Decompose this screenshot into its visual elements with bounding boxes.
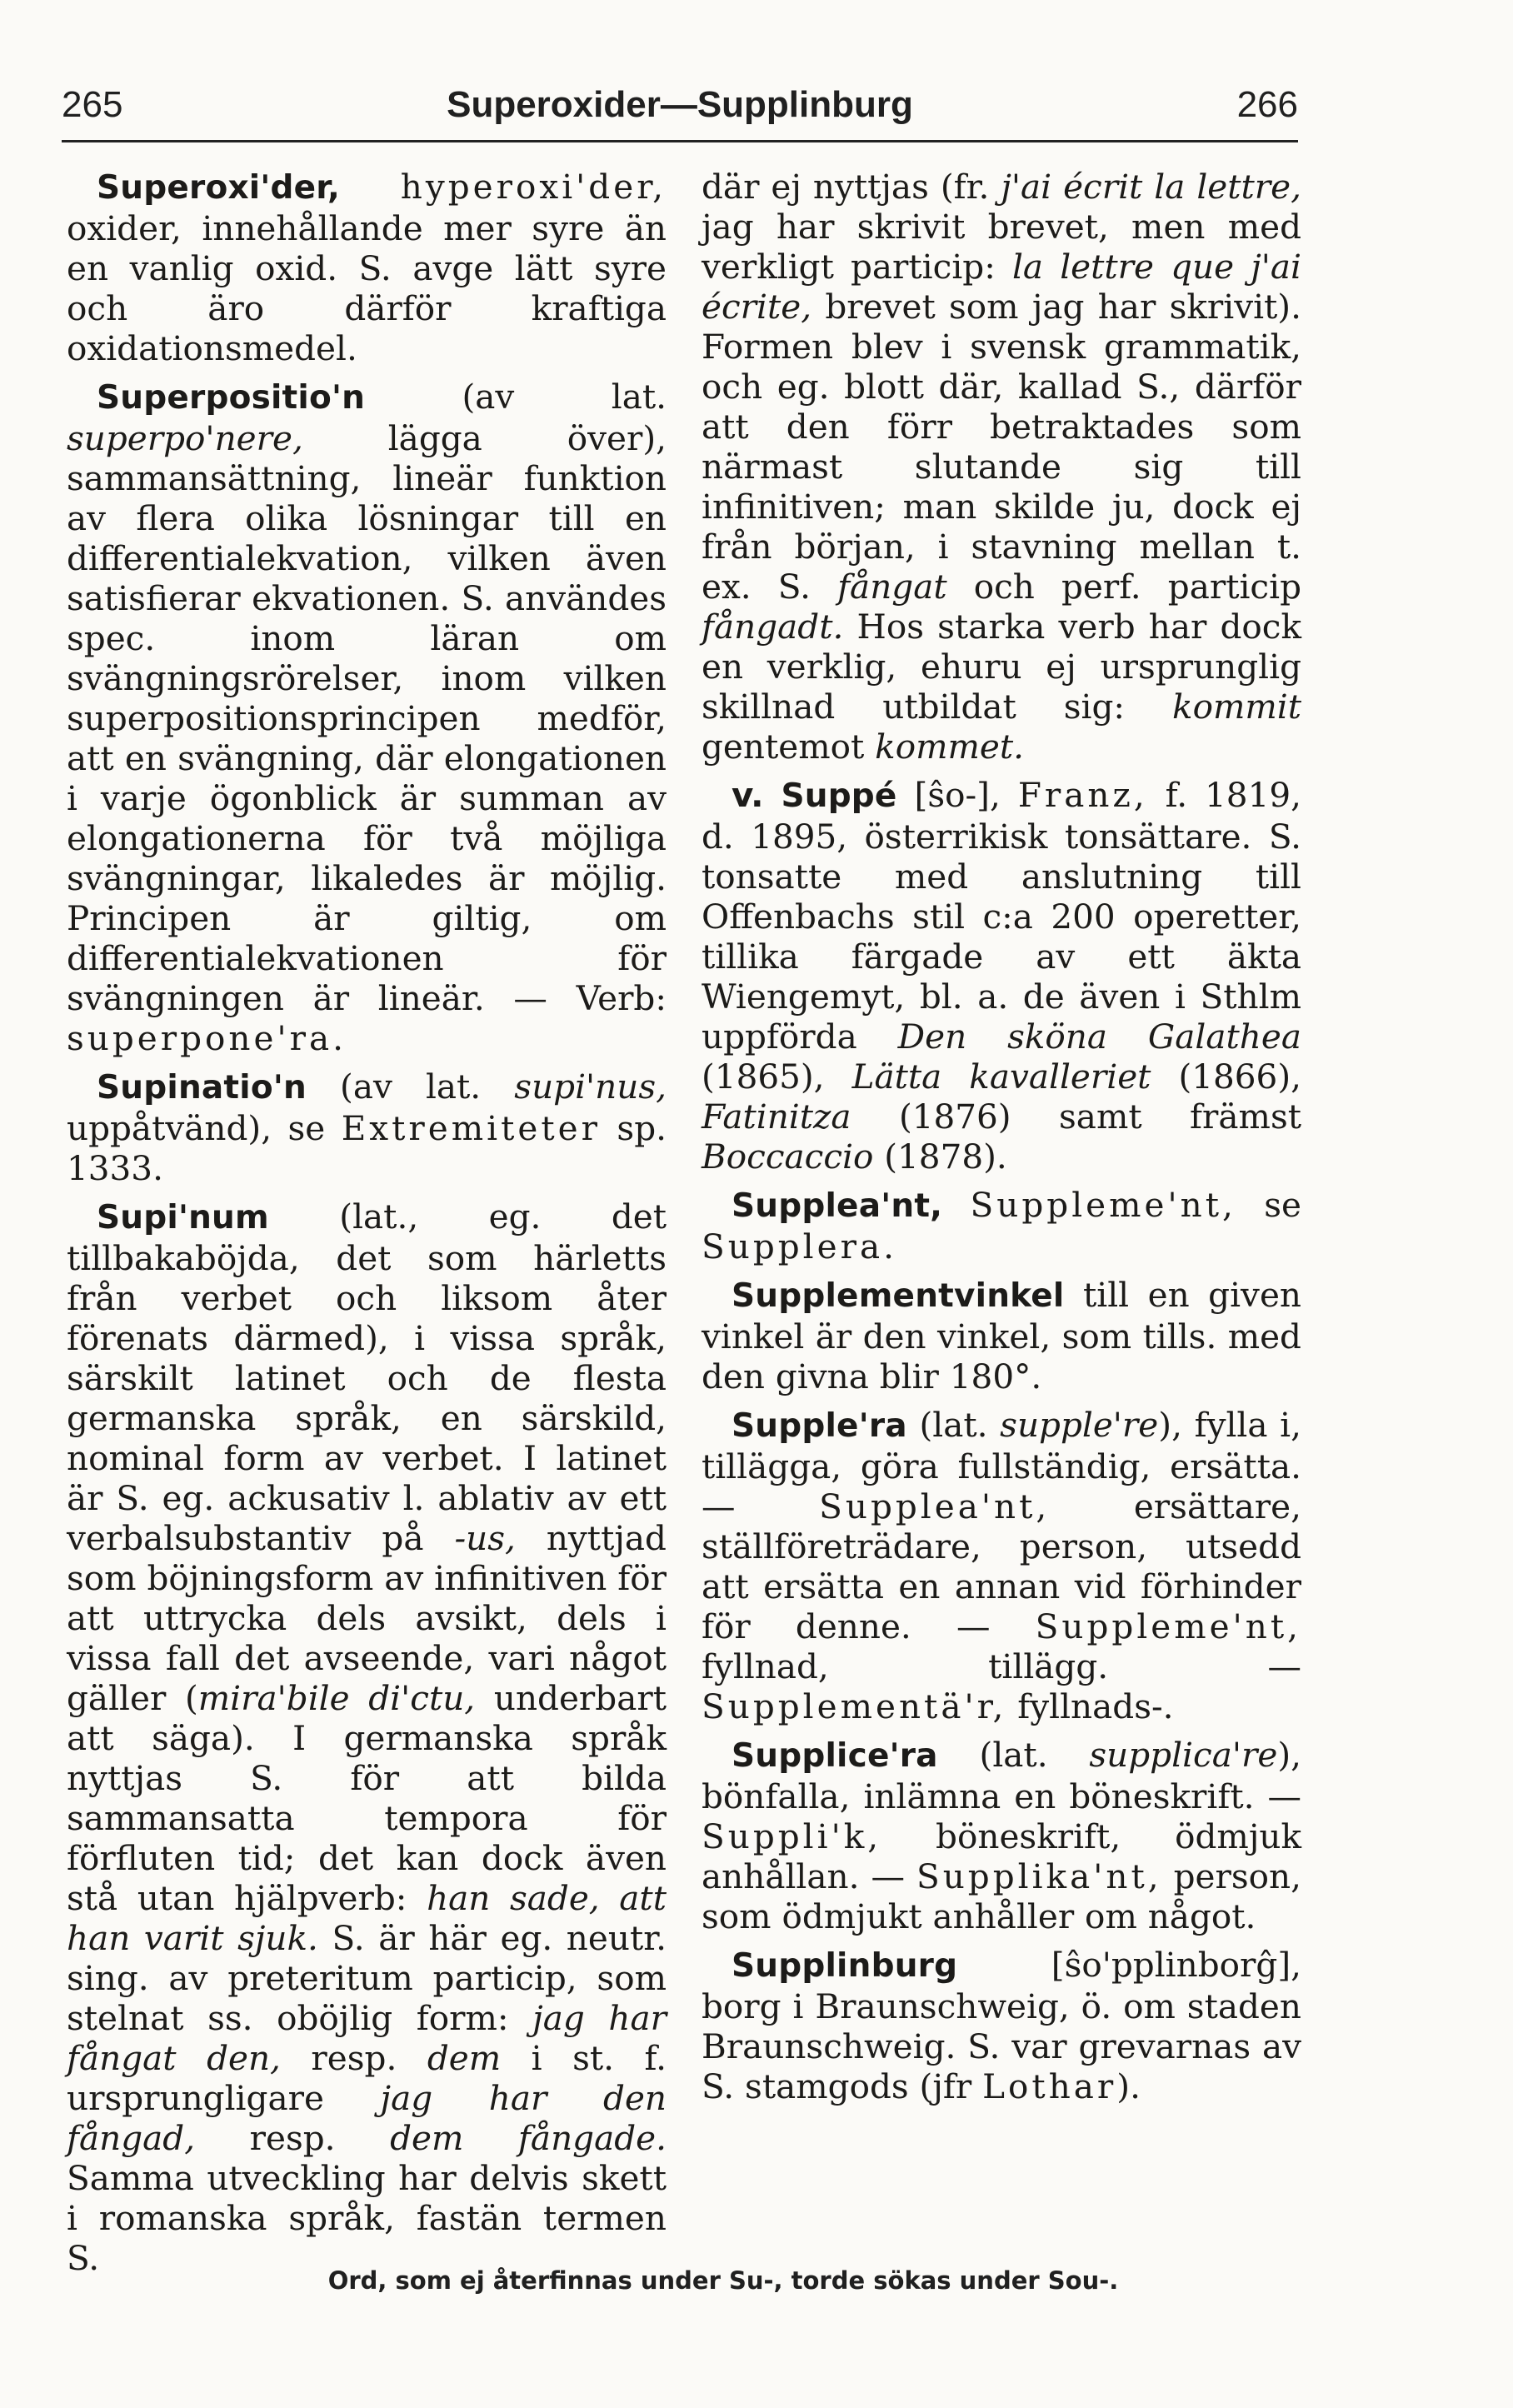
spaced-term: superpone'ra. (67, 1018, 347, 1058)
spaced-term: hyperoxi'der, (400, 167, 667, 207)
headword: Superpositio'n (97, 379, 366, 417)
headword: Supinatio'n (97, 1069, 307, 1107)
headword: Suppé (781, 777, 897, 815)
entry-supplinburg: Supplinburg [ŝo'pplinborĝ], borg i Braunschweig, ö. om staden Braunschweig. S. var grevarnas av S. stamgods (jfr Lothar). (702, 1945, 1301, 2106)
prefix-von: v. (732, 775, 764, 815)
entry-suppe: v. Suppé [ŝo-], Franz, f. 1819, d. 1895, österrikisk tonsättare. S. tonsatte med anslutning till Offenbachs stil c:a 200 operetter, tillika färgade av ett äkta Wiengemyt, bl. a. de även i Sthlm uppförda Den sköna Galathea (1865), Lätta kavalleriet (1866), Fatinitza (1876) samt främst Boccaccio (1878). (702, 775, 1302, 1177)
page-number-right: 266 (1236, 84, 1298, 125)
footer-note: Ord, som ej återfinnas under Su-, torde sökas under Sou-. (327, 2266, 1119, 2295)
headword: Supplea'nt, (732, 1187, 943, 1225)
etymology: supi'nus, (514, 1067, 667, 1107)
headword: Supplice'ra (732, 1737, 938, 1775)
left-column (67, 167, 667, 2286)
page-header (62, 73, 1298, 142)
entry-supplicera: Supplice'ra (lat. supplica're), bönfalla, inlämna en böneskrift. — Suppli'k, böneskrift, ödmjuk anhållan. — Supplika'nt, person, som ödmjukt anhåller om något. (702, 1735, 1301, 1936)
entry-supplementvinkel: Supplementvinkel till en given vinkel är den vinkel, som tills. med den givna blir 180°. (702, 1275, 1301, 1396)
spaced-term: Franz, (1017, 775, 1148, 815)
cross-reference: Extremiteter (341, 1108, 601, 1148)
entry-supinum-continued: där ej nyttjas (fr. j'ai écrit la lettre, jag har skrivit brevet, men med verkligt particip: la lettre que j'ai écrite, brevet som jag har skrivit). Formen blev i svensk grammatik, och eg. blott där, kallad S., därför att den förr betraktades som närmast slutande sig till infinitiven; man skilde ju, dock ej från början, i stavning mellan t. ex. S. fångat och perf. particip fångadt. Hos starka verb har dock en verklig, ehuru ej ursprunglig skillnad utbildat sig: kommit gentemot kommet. (702, 167, 1301, 767)
entry-suppleant: Supplea'nt, Suppleme'nt, se Supplera. (702, 1185, 1301, 1266)
headword: Superoxi'der, (97, 169, 340, 207)
entry-superposition: Superpositio'n (av lat. superpo'nere, lägga över), sammansättning, lineär funktion av flera olika lösningar till en differentialekvation, vilken även satisfierar ekvationen. S. användes spec. inom läran om svängningsrörelser, inom vilken superpositionsprincipen medför, att en svängning, där elongationen i varje ögonblick är summan av elongationerna för två möjliga svängningar, likaledes är möjlig. Principen är giltig, om differentialekvationen för svängningen är lineär. — Verb: superpone'ra. (67, 377, 667, 1058)
entry-supplera: Supple'ra (lat. supple're), fylla i, tillägga, göra fullständig, ersätta. — Supplea'nt, ersättare, ställföreträdare, person, utsedd att ersätta en annan vid förhinder för denne. — Suppleme'nt, fyllnad, tillägg. — Supplementä'r, fyllnads-. (702, 1405, 1301, 1726)
cross-reference: Supplera. (702, 1226, 897, 1266)
spaced-term: Suppleme'nt, (970, 1185, 1236, 1225)
headword: Supplementvinkel (732, 1277, 1065, 1315)
entry-superoxider: Superoxi'der, hyperoxi'der, oxider, innehållande mer syre än en vanlig oxid. S. avge lätt syre och äro därför kraftiga oxidationsmedel. (67, 167, 667, 368)
entry-supination: Supinatio'n (av lat. supi'nus, uppåtvänd), se Extremiteter sp. 1333. (67, 1067, 667, 1188)
cross-reference: Lothar (982, 2066, 1117, 2106)
page-number-left: 265 (62, 84, 123, 125)
etymology: superpo'nere, (67, 418, 303, 458)
headword: Supple'ra (732, 1407, 907, 1445)
entry-supinum: Supi'num (lat., eg. det tillbakaböjda, det som härletts från verbet och liksom åter förenats därmed), i vissa språk, särskilt latinet och de flesta germanska språk, en särskild, nominal form av verbet. I latinet är S. eg. ackusativ l. ablativ av ett verbalsubstantiv på -us, nyttjad som böjningsform av infinitiven för att uttrycka dels avsikt, dels i vissa fall det avseende, vari något gäller (mira'bile di'ctu, underbart att säga). I germanska språk nyttjas S. för att bilda sammansatta tempora för förfluten tid; det kan dock även stå utan hjälpverb: han sade, att han varit sjuk. S. är här eg. neutr. sing. av preteritum particip, som stelnat ss. oböjlig form: jag har fångat den, resp. dem i st. f. ursprungligare jag har den fångad, resp. dem fångade. Samma utveckling har delvis skett i romanska språk, fastän termen S. (67, 1197, 667, 2278)
right-column (702, 167, 1301, 2115)
running-title: Superoxider—Supplinburg (447, 84, 913, 125)
headword: Supplinburg (732, 1947, 958, 1985)
headword: Supi'num (97, 1199, 269, 1236)
